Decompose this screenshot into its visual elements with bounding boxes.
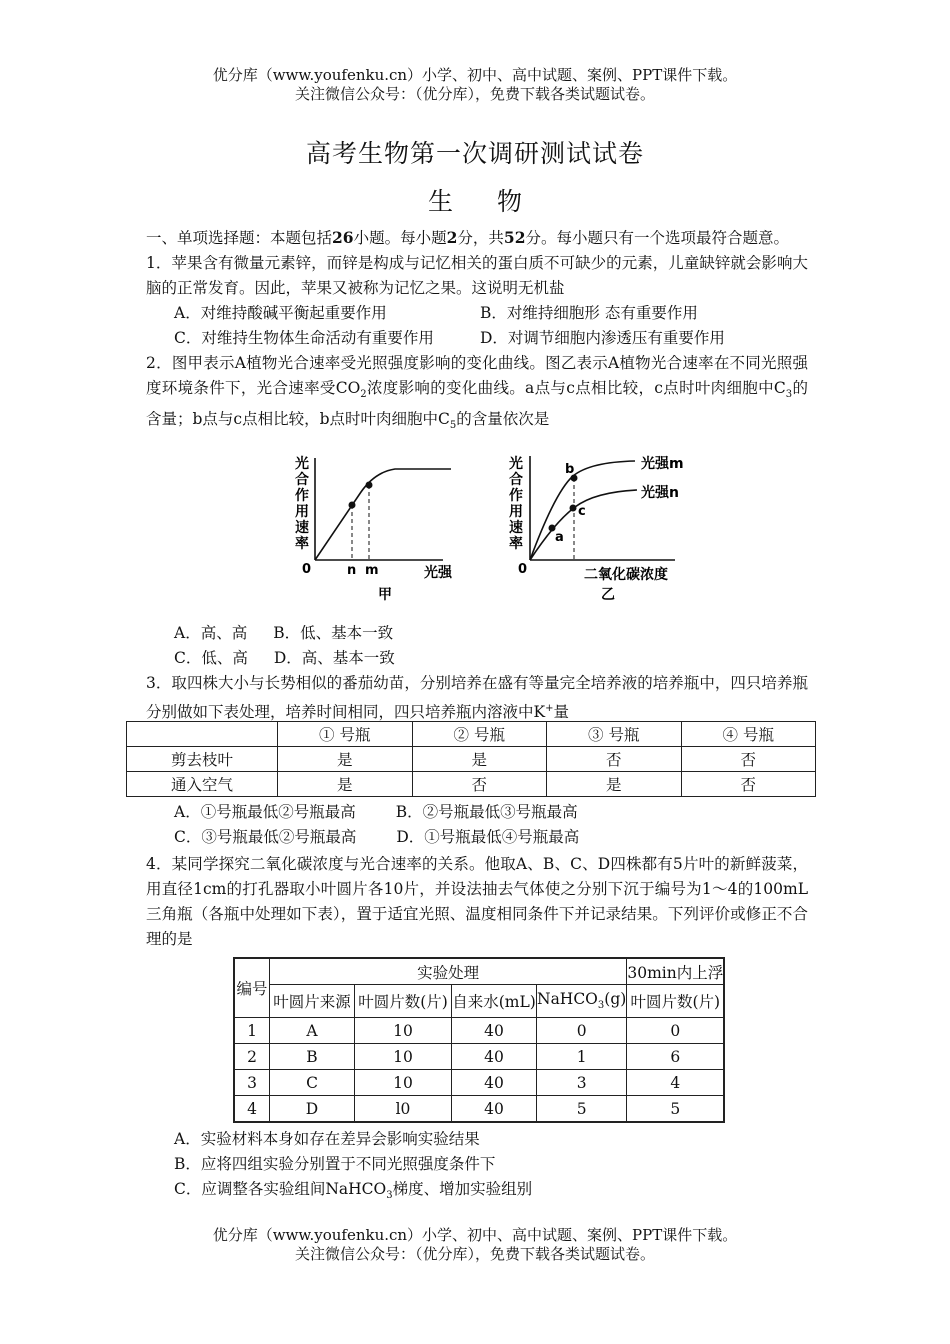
q3-options-row2: [146, 825, 808, 850]
svg-text:用: 用: [295, 504, 309, 520]
table-cell: l0: [355, 1096, 452, 1123]
q2-figure-svg: [285, 452, 705, 610]
table-cell: 1: [537, 1044, 627, 1070]
footer-banner: [0, 1226, 950, 1264]
jia-label-m: m: [365, 563, 379, 578]
q4-option-a[interactable]: A．实验材料本身如存在差异会影响实验结果: [174, 1130, 480, 1148]
yi-point-c: [570, 505, 577, 512]
table-cell: 10: [355, 1070, 452, 1096]
svg-text:作: 作: [295, 488, 309, 504]
jia-label-n: n: [347, 563, 357, 578]
table-cell: 5: [537, 1096, 627, 1123]
yi-caption: 乙: [601, 587, 615, 603]
figure-jia: [295, 455, 453, 603]
table-cell: 否: [681, 772, 816, 797]
table-row: [234, 1070, 724, 1096]
table-cell: ② 号瓶: [412, 722, 547, 747]
table-cell: 0: [627, 1018, 725, 1044]
table-cell: 40: [452, 1070, 537, 1096]
table-cell: 6: [627, 1044, 725, 1070]
table-cell: 40: [452, 1018, 537, 1044]
table-cell: 叶圆片数(片): [355, 985, 452, 1018]
table-cell: 自来水(mL): [452, 985, 537, 1018]
q1-option-d[interactable]: D．对调节细胞内渗透压有重要作用: [480, 329, 725, 347]
table-cell: 30min内上浮: [627, 958, 725, 985]
q1-option-a[interactable]: A．对维持酸碱平衡起重要作用: [174, 304, 387, 322]
table-cell: 通入空气: [127, 772, 278, 797]
table-cell: NaHCO$_3$(g): [537, 985, 627, 1018]
q4-stem: 4．某同学探究二氧化碳浓度与光合速率的关系。他取A、B、C、D四株都有5片叶的新鲜菠菜，用直径1cm的打孔器取小叶圆片各10片，并设法抽去气体使之分别下沉于编号为1～4的100mL三角瓶（各瓶中处理如下表），置于适宜光照、温度相同条件下并记录结果。下列评价或修正不合理的是: [146, 855, 808, 948]
q2-options-row2: [146, 646, 808, 671]
table-cell: A: [270, 1018, 355, 1044]
svg-text:率: 率: [509, 536, 523, 552]
table-cell: 40: [452, 1044, 537, 1070]
table-cell: ④ 号瓶: [681, 722, 816, 747]
q3-option-b[interactable]: B．②号瓶最低③号瓶最高: [395, 803, 578, 821]
q2-option-a[interactable]: A．高、高: [174, 624, 248, 642]
banner-line-1: 优分库（www.youfenku.cn）小学、初中、高中试题、案例、PPT课件下载。: [212, 66, 738, 84]
banner-line-2: 关注微信公众号：（优分库），免费下载各类试题试卷。: [294, 1245, 655, 1263]
q3-table: [126, 721, 816, 797]
table-cell: 叶圆片数(片): [627, 985, 725, 1018]
table-cell: 剪去枝叶: [127, 747, 278, 772]
table-cell: 是: [412, 747, 547, 772]
banner-line-1: 优分库（www.youfenku.cn）小学、初中、高中试题、案例、PPT课件下载。: [212, 1226, 738, 1244]
section-instructions: 一、单项选择题：本题包括26小题。每小题2分，共52分。每小题只有一个选项最符合题意。: [146, 228, 790, 247]
q3-stem: 3．取四株大小与长势相似的番茄幼苗，分别培养在盛有等量完全培养液的培养瓶中，四只培养瓶分别做如下表处理，培养时间相同，四只培养瓶内溶液中K+量: [146, 674, 808, 722]
q4-options: [146, 1127, 808, 1208]
table-cell: 实验处理: [270, 958, 627, 985]
q2-options-row1: [146, 621, 808, 646]
svg-text:作: 作: [509, 488, 523, 504]
table-row: [234, 958, 724, 985]
table-row: [127, 722, 816, 747]
table-row: [127, 747, 816, 772]
table-cell: 是: [278, 747, 413, 772]
table-cell: 否: [681, 747, 816, 772]
svg-text:合: 合: [295, 472, 309, 488]
yi-label-c: c: [578, 504, 586, 519]
yi-curve-m-label: 光强m: [641, 456, 684, 472]
table-cell: 0: [537, 1018, 627, 1044]
q3-options: [146, 800, 808, 952]
q4-option-b[interactable]: B．应将四组实验分别置于不同光照强度条件下: [174, 1155, 496, 1173]
q2-option-b[interactable]: B．低、基本一致: [273, 624, 394, 642]
jia-ylabel: [295, 455, 309, 552]
exam-subject: 生 物: [427, 187, 523, 216]
table-cell: ① 号瓶: [278, 722, 413, 747]
q2-figures: [285, 452, 705, 610]
yi-origin: 0: [518, 562, 528, 577]
table-cell: 3: [234, 1070, 270, 1096]
q2-options: [146, 621, 808, 725]
q4-option-c[interactable]: C．应调整各实验组间NaHCO$_3$梯度、增加实验组别: [174, 1180, 533, 1202]
jia-caption: 甲: [378, 587, 392, 603]
jia-xlabel: 光强: [424, 565, 452, 581]
q1-stem: 1．苹果含有微量元素锌，而锌是构成与记忆相关的蛋白质不可缺少的元素，儿童缺锌就会影响大脑的正常发育。因此，苹果又被称为记忆之果。这说明无机盐: [146, 254, 808, 297]
banner-line-2: 关注微信公众号：（优分库），免费下载各类试题试卷。: [294, 85, 655, 103]
table-cell: 5: [627, 1096, 725, 1123]
table-row: [234, 1044, 724, 1070]
exam-title: 高考生物第一次调研测试试卷: [305, 139, 644, 168]
table-row: [234, 1096, 724, 1123]
table-cell: 40: [452, 1096, 537, 1123]
table-cell: 是: [547, 772, 682, 797]
q2-stem: 2．图甲表示A植物光合速率受光照强度影响的变化曲线。图乙表示A植物光合速率在不同光照强度环境条件下，光合速率受$CO_2$浓度影响的变化曲线。a点与c点相比较，c点时叶肉细胞中$C_3$的含量；b点与c点相比较，b点时叶肉细胞中$C_5$的含量依次是: [146, 354, 808, 432]
question-content: [146, 225, 808, 438]
svg-text:光: 光: [295, 456, 309, 472]
yi-curve-n-label: 光强n: [641, 485, 679, 501]
table-cell: 否: [412, 772, 547, 797]
table-cell: 2: [234, 1044, 270, 1070]
svg-text:合: 合: [509, 472, 523, 488]
q1-options-row2: [146, 326, 808, 351]
q3-option-a[interactable]: A．①号瓶最低②号瓶最高: [174, 803, 356, 821]
q3-options-row1: [146, 800, 808, 825]
q1-option-b[interactable]: B．对维持细胞形 态有重要作用: [480, 304, 698, 322]
table-cell: [127, 722, 278, 747]
header-banner: [0, 66, 950, 104]
table-cell: 10: [355, 1044, 452, 1070]
q1-options-row1: [146, 301, 808, 326]
svg-text:速: 速: [295, 520, 309, 536]
svg-text:率: 率: [295, 536, 309, 552]
table-cell: 编号: [234, 958, 270, 1018]
yi-ylabel: [509, 455, 523, 552]
jia-origin: 0: [302, 562, 312, 577]
svg-text:速: 速: [509, 520, 523, 536]
table-cell: ③ 号瓶: [547, 722, 682, 747]
table-cell: 叶圆片来源: [270, 985, 355, 1018]
table-cell: C: [270, 1070, 355, 1096]
yi-label-b: b: [565, 462, 575, 477]
q3-option-d[interactable]: D．①号瓶最低④号瓶最高: [396, 828, 580, 846]
yi-label-a: a: [555, 530, 564, 545]
figure-yi: [509, 455, 684, 603]
table-cell: 是: [278, 772, 413, 797]
svg-text:光: 光: [509, 456, 523, 472]
yi-curve-n: [530, 490, 637, 560]
svg-text:用: 用: [509, 504, 523, 520]
jia-curve: [315, 469, 451, 560]
table-row: [234, 1018, 724, 1044]
q1-option-c[interactable]: C．对维持生物体生命活动有重要作用: [174, 329, 434, 347]
table-cell: 4: [234, 1096, 270, 1123]
q4-table: [233, 957, 725, 1123]
table-cell: 否: [547, 747, 682, 772]
yi-xlabel: 二氧化碳浓度: [584, 567, 668, 583]
table-cell: 4: [627, 1070, 725, 1096]
table-cell: D: [270, 1096, 355, 1123]
table-cell: B: [270, 1044, 355, 1070]
table-cell: 10: [355, 1018, 452, 1044]
q2-option-c[interactable]: C．低、高: [174, 649, 248, 667]
table-cell: 3: [537, 1070, 627, 1096]
table-row: [234, 985, 724, 1018]
table-cell: 1: [234, 1018, 270, 1044]
q2-option-d[interactable]: D．高、基本一致: [273, 649, 395, 667]
q3-option-c[interactable]: C．③号瓶最低②号瓶最高: [174, 828, 357, 846]
table-row: [127, 772, 816, 797]
